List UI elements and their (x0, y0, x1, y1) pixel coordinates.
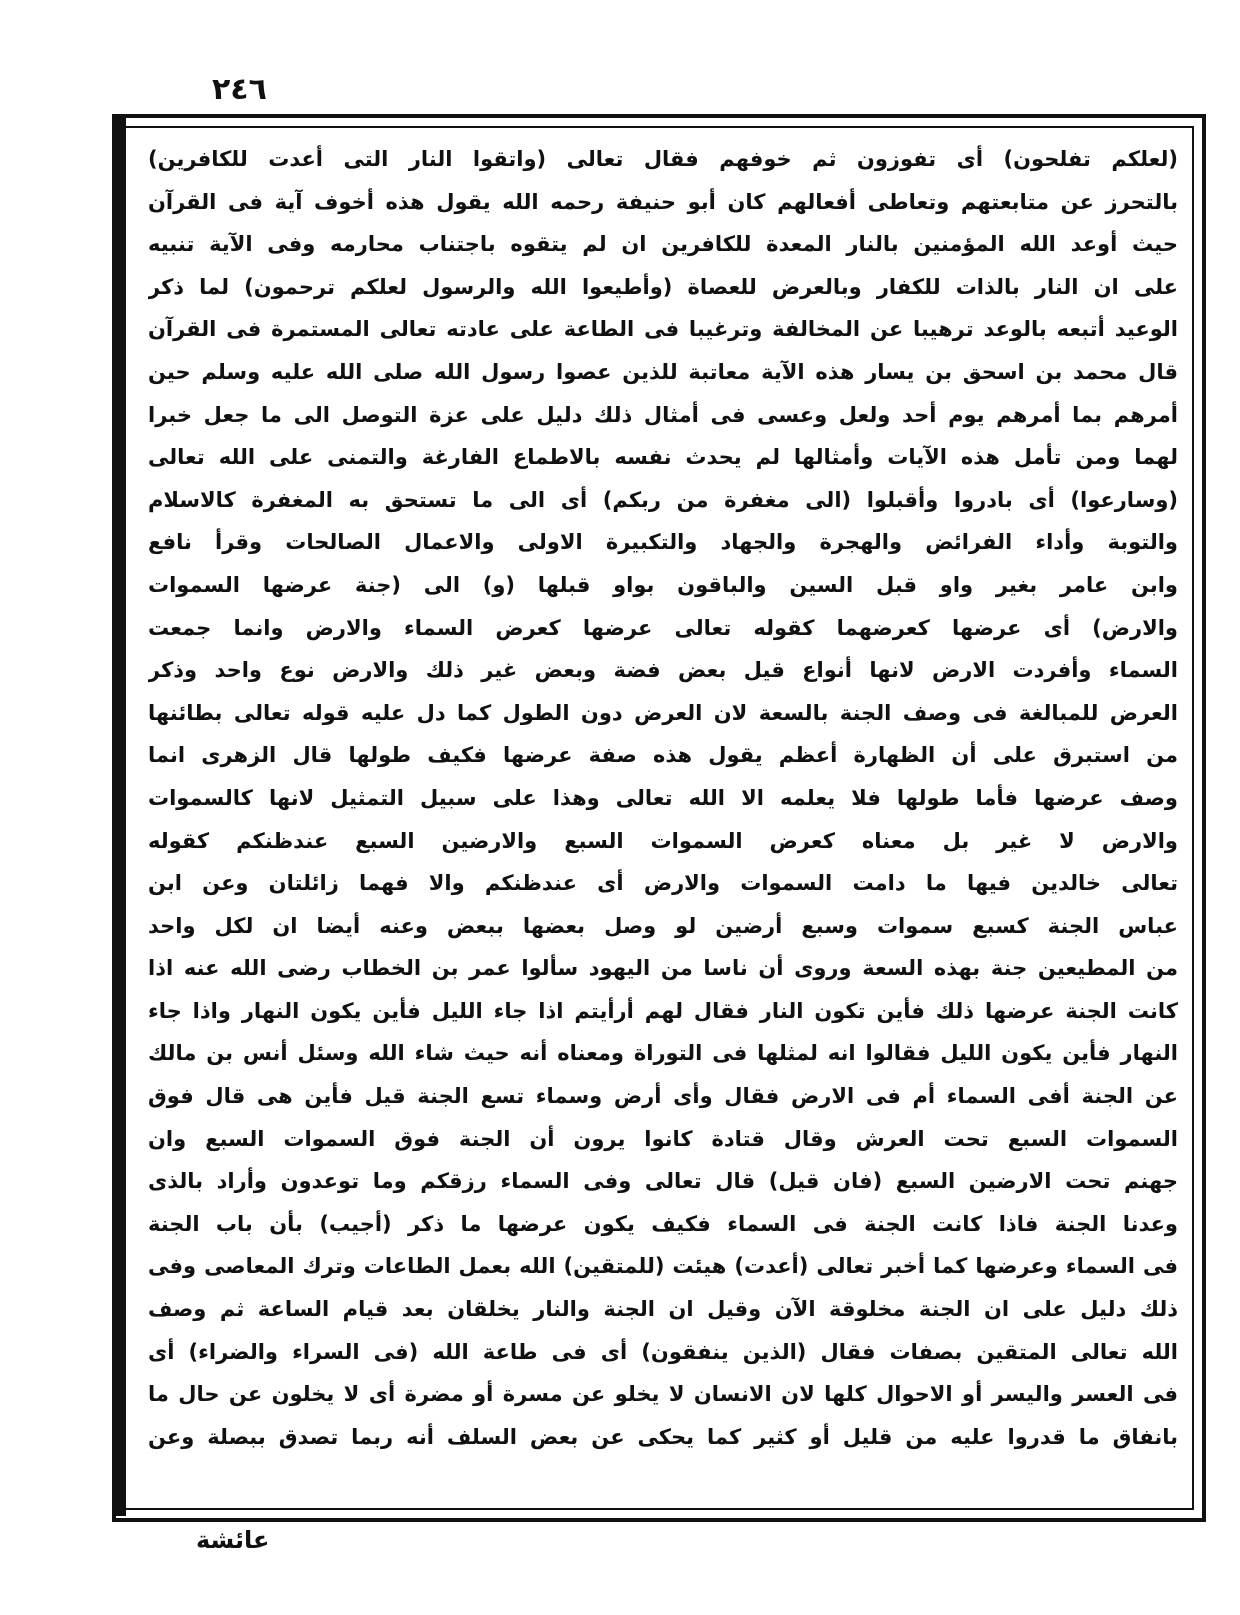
text-line: فى العسر واليسر أو الاحوال كلها لان الانسان لا يخلو عن مسرة أو مضرة أى لا يخلون عن حال ما (148, 1382, 1178, 1407)
text-line: حيث أوعد الله المؤمنين بالنار المعدة للكافرين ان لم يتقوه باجتناب محارمه وفى الآية تنبيه (148, 232, 1178, 257)
body-text (148, 138, 1178, 1502)
text-line: عباس الجنة كسبع سموات وسبع أرضين لو وصل بعضها ببعض وعنه أيضا ان لكل واحد (148, 913, 1178, 938)
text-line: أمرهم بما أمرهم يوم أحد ولعل وعسى فى أمثال ذلك دليل على عزة التوصل الى ما جعل خبرا (148, 402, 1178, 427)
text-line: فى السماء وعرضها كما أخبر تعالى (أعدت) هيئت (للمتقين) الله بعمل الطاعات وترك المعاصى وفى (148, 1254, 1178, 1279)
text-line: وصف عرضها فأما طولها فلا يعلمه الا الله تعالى وهذا على سبيل التمثيل لانها كالسموات (148, 785, 1178, 810)
text-line: والارض لا غير بل معناه كعرض السموات السبع والارضين السبع عندظنكم كقوله (148, 828, 1178, 853)
text-line: وعدنا الجنة فاذا كانت الجنة فى السماء فكيف يكون عرضها ما ذكر (أجيب) بأن باب الجنة (148, 1211, 1178, 1236)
text-line: من استبرق على أن الظهارة أعظم يقول هذه صفة عرضها فكيف طولها قال الزهرى انما (148, 743, 1178, 768)
text-line: النهار فأين يكون الليل فقالوا انه لمثلها فى التوراة ومعناه أنه حيث شاء الله وسئل أنس بن مالك (148, 1041, 1178, 1066)
text-line: تعالى خالدين فيها ما دامت السموات والارض أى عندظنكم والا فهما زائلتان وعن ابن (148, 871, 1178, 896)
text-line: لهما ومن تأمل هذه الآيات وأمثالها لم يحدث نفسه بالاطماع الفارغة والتمنى على الله تعالى (148, 445, 1178, 470)
text-line: كانت الجنة عرضها ذلك فأين تكون النار فقال لهم أرأيتم اذا جاء الليل فأين يكون النهار واذا جاء (148, 998, 1178, 1023)
text-line: بانفاق ما قدروا عليه من قليل أو كثير كما يحكى عن بعض السلف أنه ربما تصدق ببصلة وعن (148, 1424, 1178, 1449)
text-line: (لعلكم تفلحون) أى تفوزون ثم خوفهم فقال تعالى (واتقوا النار التى أعدت للكافرين) (148, 147, 1178, 171)
text-line: عن الجنة أفى السماء أم فى الارض فقال وأى أرض وسماء تسع الجنة قيل فأين هى قال فوق (148, 1084, 1178, 1109)
text-line: الوعيد أتبعه بالوعد ترهيبا عن المخالفة وترغيبا فى الطاعة على عادته تعالى المستمرة فى القرآن (148, 317, 1178, 342)
text-line: الله تعالى المتقين بصفات فقال (الذين ينفقون) أى فى طاعة الله (فى السراء والضراء) أى (148, 1339, 1178, 1364)
page-number: ٢٤٦ (212, 72, 267, 107)
text-line: السماء وأفردت الارض لانها أنواع قيل بعض فضة وبعض غير ذلك والارض نوع واحد وذكر (148, 658, 1178, 683)
text-line: قال محمد بن اسحق بن يسار هذه الآية معاتبة للذين عصوا رسول الله صلى الله عليه وسلم حين (148, 359, 1178, 384)
text-line: العرض للمبالغة فى وصف الجنة بالسعة لان العرض دون الطول كما دل عليه قوله تعالى بطائنها (148, 700, 1178, 725)
text-line: بالتحرز عن متابعتهم وتعاطى أفعالهم كان أبو حنيفة رحمه الله يقول هذه أخوف آية فى القرآن (148, 189, 1178, 214)
text-line: (وسارعوا) أى بادروا وأقبلوا (الى مغفرة من ربكم) أى الى ما تستحق به المغفرة كالاسلام (148, 487, 1178, 512)
text-line: جهنم تحت الارضين السبع (فان قيل) قال تعالى وفى السماء رزقكم وما توعدون وأراد بالذى (148, 1169, 1178, 1194)
text-line: ذلك دليل على ان الجنة مخلوقة الآن وقيل ان الجنة والنار يخلقان بعد قيام الساعة ثم وصف (148, 1297, 1178, 1322)
text-line: على ان النار بالذات للكفار وبالعرض للعصاة (وأطيعوا الله والرسول لعلكم ترحمون) لما ذكر (148, 274, 1178, 299)
text-line: والارض) أى عرضها كعرضهما كقوله تعالى عرضها كعرض السماء والارض وانما جمعت (148, 615, 1178, 640)
catchword: عائشة (196, 1526, 270, 1554)
text-line: وابن عامر بغير واو قبل السين والباقون بواو قبلها (و) الى (جنة عرضها السموات (148, 572, 1178, 597)
text-line: والتوبة وأداء الفرائض والهجرة والجهاد والتكبيرة الاولى والاعمال الصالحات وقرأ نافع (148, 530, 1178, 555)
text-line: من المطيعين جنة بهذه السعة وروى أن ناسا من اليهود سألوا عمر بن الخطاب رضى الله عنه اذا (148, 956, 1178, 981)
text-line: السموات السبع تحت العرش وقال قتادة كانوا يرون أن الجنة فوق السموات السبع وان (148, 1126, 1178, 1151)
